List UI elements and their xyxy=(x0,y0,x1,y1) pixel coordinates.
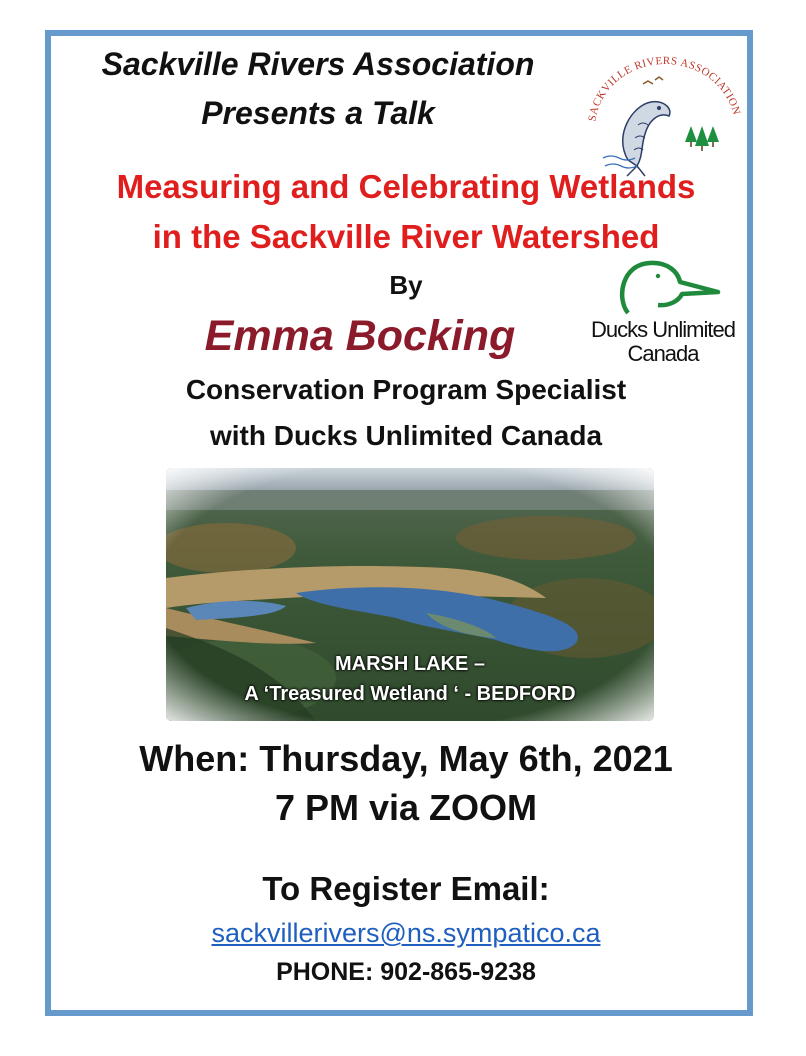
register-email-link[interactable]: sackvillerivers@ns.sympatico.ca xyxy=(211,918,601,948)
event-date: When: Thursday, May 6th, 2021 xyxy=(139,738,673,779)
photo-caption-line2: A ‘Treasured Wetland ‘ - BEDFORD xyxy=(244,683,576,705)
photo-caption-line1: MARSH LAKE – xyxy=(334,653,485,675)
talk-title-line1: Measuring and Celebrating Wetlands xyxy=(116,168,696,205)
talk-title-line2: in the Sackville River Watershed xyxy=(152,218,660,255)
register-heading: To Register Email: xyxy=(262,870,550,907)
speaker-role-line2: with Ducks Unlimited Canada xyxy=(209,420,603,451)
by-label: By xyxy=(389,270,423,300)
organization-name: Sackville Rivers Association xyxy=(101,46,535,82)
ducks-unlimited-wordmark xyxy=(588,318,738,366)
speaker-name: Emma Bocking xyxy=(204,312,516,360)
presents-text: Presents a Talk xyxy=(201,95,435,131)
speaker-role-line1: Conservation Program Specialist xyxy=(185,374,627,405)
event-time: 7 PM via ZOOM xyxy=(274,787,538,828)
sackville-rivers-logo xyxy=(583,50,743,180)
phone-number: PHONE: 902-865-9238 xyxy=(276,958,536,986)
du-line1: Ducks Unlimited xyxy=(591,317,735,342)
du-line2: Canada xyxy=(627,341,699,366)
logo-arc-text: SACKVILLE RIVERS ASSOCIATION xyxy=(586,54,743,123)
